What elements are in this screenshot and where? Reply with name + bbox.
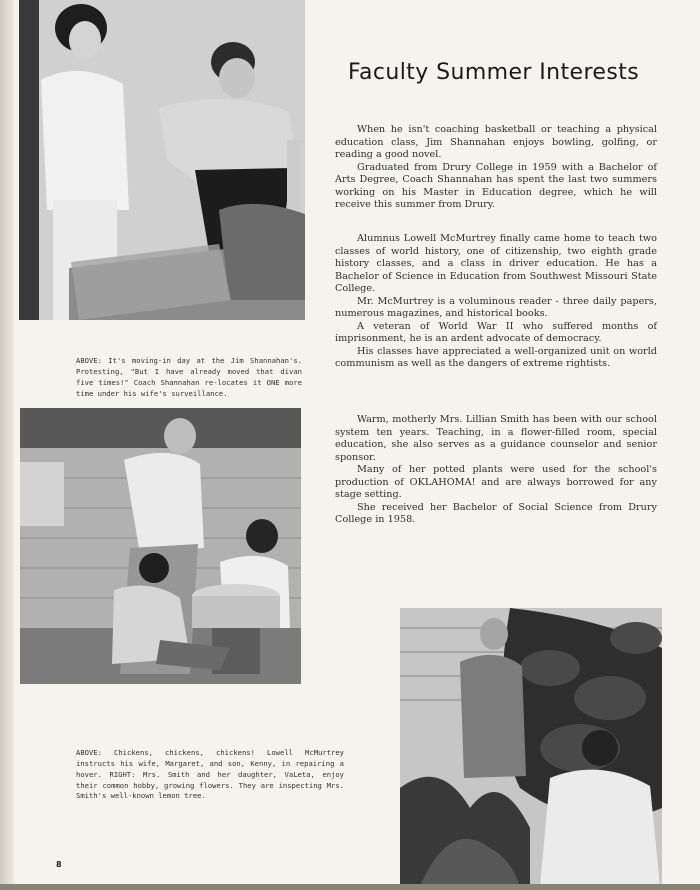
page-bottom-edge xyxy=(0,884,700,890)
article-paragraph: Many of her potted plants were used for the school's production of OKLAHOMA! and are always borrowed for any stage setting. xyxy=(335,464,657,500)
article-mcmurtrey xyxy=(335,233,657,371)
article-paragraph: Mr. McMurtrey is a voluminous reader - three daily papers, numerous magazines, and historical books. xyxy=(335,295,657,319)
article-paragraph: His classes have appreciated a well-organized unit on world communism as well as the dangers of extreme rightists. xyxy=(335,345,657,369)
caption-moving-day: ABOVE: It's moving-in day at the Jim Shannahan's. Protesting, "But I have already moved that divan five times!" Coach Shannahan re-locates it ONE more time under his wife's surveillance. xyxy=(76,356,302,398)
article-paragraph: Graduated from Drury College in 1959 with a Bachelor of Arts Degree, Coach Shannahan has spent the last two summers working on his Master in Education degree, which he will receive this summer from Drury. xyxy=(335,161,657,210)
article-paragraph: She received her Bachelor of Social Science from Drury College in 1958. xyxy=(335,501,657,525)
article-shannahan xyxy=(335,124,657,212)
photo-lemon-tree xyxy=(400,608,662,886)
article-paragraph: When he isn't coaching basketball or teaching a physical education class, Jim Shannahan enjoys bowling, golfing, or reading a good novel. xyxy=(335,124,657,160)
article-paragraph: Warm, motherly Mrs. Lillian Smith has been with our school system ten years. Teaching, in a flower-filled room, special education, she also serves as a guidance counselor and senior sponsor. xyxy=(335,414,657,463)
photo-moving-day xyxy=(19,0,305,320)
article-paragraph: A veteran of World War II who suffered months of imprisonment, he is an ardent advocate of democracy. xyxy=(335,320,657,344)
page-number: 8 xyxy=(56,860,62,869)
article-paragraph: Alumnus Lowell McMurtrey finally came home to teach two classes of world history, one of citizenship, two eighth grade history classes, and a class in driver education. He has a Bachelor of Science in Education from Southwest Missouri State College. xyxy=(335,233,657,294)
page-binding-edge xyxy=(0,0,14,890)
article-smith xyxy=(335,414,657,527)
caption-chickens: ABOVE: Chickens, chickens, chickens! Lowell McMurtrey instructs his wife, Margaret, and son, Kenny, in repairing a hover. RIGHT: Mrs. Smith and her daughter, VaLeta, enjoy their common hobby, growing flowers. They are inspecting Mrs. Smith's well-known lemon tree. xyxy=(76,748,344,801)
photo-chicken-hover xyxy=(20,408,301,684)
page-title: Faculty Summer Interests xyxy=(348,60,640,85)
